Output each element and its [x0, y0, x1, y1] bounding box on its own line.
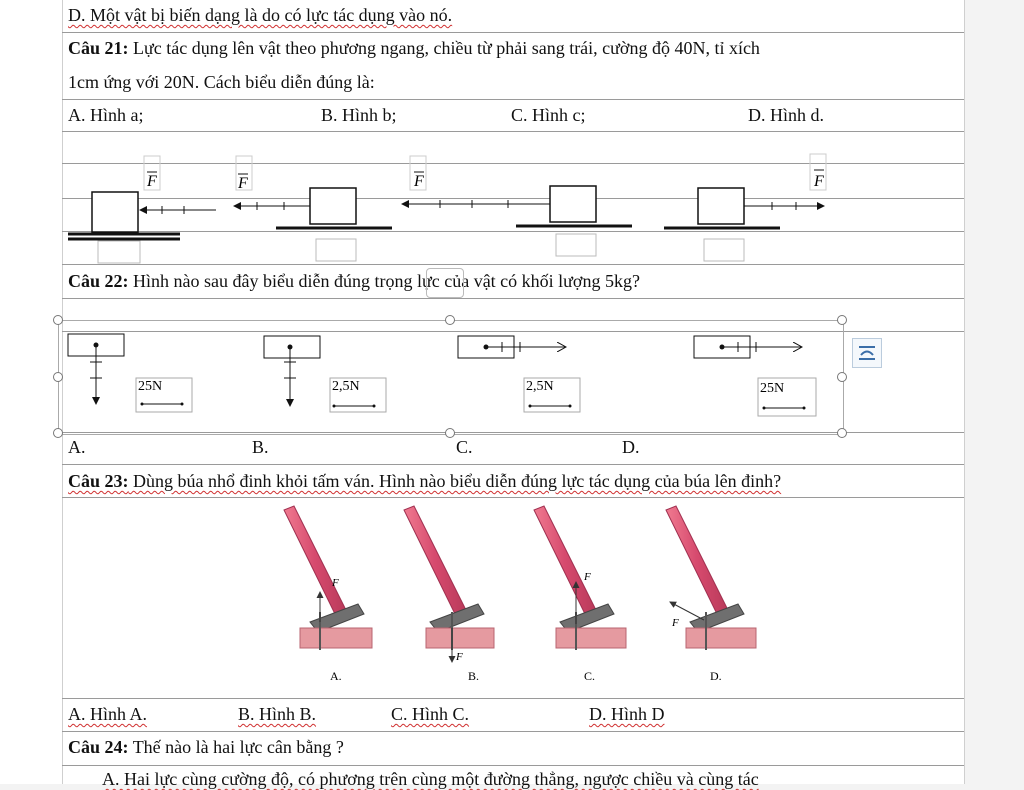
q21-option-c: C. Hình c;: [511, 105, 586, 125]
q21-option-d: D. Hình d.: [748, 105, 824, 125]
force-label: F: [414, 173, 424, 190]
table-rule: [62, 497, 964, 498]
q22-figure-d: [694, 336, 816, 416]
q23-option-b: B. Hình B.: [238, 704, 317, 724]
rotate-handle[interactable]: [426, 268, 464, 298]
q23-figure-d: [666, 506, 756, 683]
q24-text: Câu 24: Thế nào là hai lực cân bằng ?: [68, 737, 344, 757]
table-rule: [62, 698, 964, 699]
q21-force-figures: [62, 150, 862, 265]
force-label: F: [332, 577, 339, 589]
q23-figure-label-a: A.: [330, 669, 342, 683]
table-rule: [62, 298, 964, 299]
q22-text: Câu 22: Hình nào sau đây biểu diễn đúng trọng lực của vật có khối lượng 5kg?: [68, 271, 640, 291]
force-label: F: [147, 173, 157, 190]
q22-figure-c: [458, 336, 580, 412]
q21-figure-d: [664, 154, 826, 261]
q24-label: Câu 24:: [68, 737, 129, 757]
q24-option-a: A. Hai lực cùng cường độ, có phương trên cùng một đường thẳng, ngược chiều và cùng tác: [102, 769, 759, 789]
q22-option-c: C.: [456, 437, 473, 457]
q22-figure-a: [68, 334, 192, 412]
q23-option-d: D. Hình D: [589, 704, 665, 724]
table-rule: [62, 731, 964, 732]
table-rule: [62, 32, 964, 33]
q23-figure-b: [404, 506, 494, 683]
table-rule: [62, 765, 964, 766]
q22-figure-b: [264, 336, 386, 412]
force-label: F: [456, 651, 463, 663]
force-label: F: [672, 617, 679, 629]
q21-figure-b: [234, 156, 392, 261]
q22-scale-a: 25N: [138, 379, 163, 394]
q22-scale-d: 25N: [760, 381, 785, 396]
resize-handle[interactable]: [445, 315, 455, 325]
q23-figure-label-b: B.: [468, 669, 480, 683]
q23-hammer-figures: [280, 500, 780, 695]
force-label: F: [584, 571, 591, 583]
force-label: F: [238, 175, 248, 192]
q23-option-c: C. Hình C.: [391, 704, 470, 724]
q22-label: Câu 22:: [68, 271, 129, 291]
q23-figure-c: [534, 506, 626, 683]
q21-text-line2: 1cm ứng với 20N. Cách biểu diễn đúng là:: [68, 72, 375, 92]
q23-figure-label-d: D.: [710, 669, 722, 683]
q21-label: Câu 21:: [68, 38, 129, 58]
force-label: F: [814, 173, 824, 190]
q22-scale-c: 2,5N: [526, 379, 554, 394]
table-rule: [62, 99, 964, 100]
layout-options-icon: [853, 339, 881, 367]
layout-options-button[interactable]: [852, 338, 882, 368]
resize-handle[interactable]: [53, 315, 63, 325]
q21-option-a: A. Hình a;: [68, 105, 144, 125]
q22-option-d: D.: [622, 437, 640, 457]
q23-label: Câu 23:: [68, 471, 129, 491]
q21-text-line1: Câu 21: Lực tác dụng lên vật theo phương ngang, chiều từ phải sang trái, cường độ 40N, tỉ xích: [68, 38, 760, 58]
table-rule: [62, 464, 964, 465]
page-right-border: [964, 0, 965, 784]
q23-text: Câu 23: Dùng búa nhổ đinh khỏi tấm ván. Hình nào biểu diễn đúng lực tác dụng của búa lên đinh?: [68, 471, 782, 491]
q21-figure-c: [402, 156, 632, 256]
resize-handle[interactable]: [837, 315, 847, 325]
q23-figure-label-c: C.: [584, 669, 596, 683]
q22-weight-figures: [62, 330, 842, 430]
q21-figure-a: [68, 156, 216, 263]
q22-option-a: A.: [68, 437, 86, 457]
q23-figure-a: [284, 506, 372, 683]
q21-option-b: B. Hình b;: [321, 105, 397, 125]
q22-option-b: B.: [252, 437, 269, 457]
previous-option-d: D. Một vật bị biến dạng là do có lực tác dụng vào nó.: [68, 5, 453, 25]
table-rule: [62, 131, 964, 132]
q23-option-a: A. Hình A.: [68, 704, 148, 724]
q22-scale-b: 2,5N: [332, 379, 360, 394]
